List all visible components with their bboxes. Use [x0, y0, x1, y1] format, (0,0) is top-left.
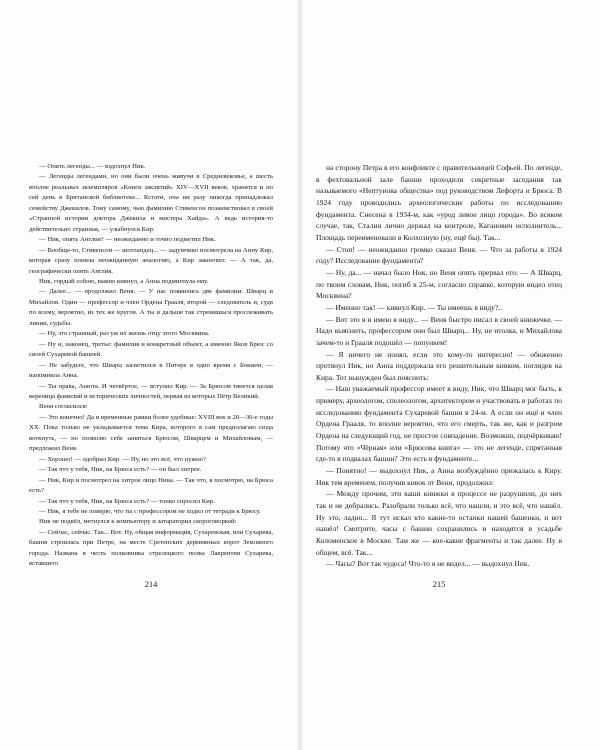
paragraph: — Сейчас, сейчас. Так... Вот. Ну, общая информация, Сухаревская, или Сухарева, башня строилась при Петре, на месте Сретенских деревянных ворот Земляного города. Названа в честь полковника стрелецкого полка Лаврентия Сухарева, вставшего — [29, 528, 273, 568]
paragraph: — Так что у тебя, Ник, на Брюса есть? — тонко спросил Кир. — [39, 497, 215, 505]
paragraph: — Не забудьте, что Шварц засветился в Питере в одно время с Бокием, — напомнила Анна. — [29, 361, 273, 380]
paragraph: — Именно так! — кивнул Кир. — Ты имеешь в виду?.. — [326, 302, 502, 312]
paragraph: — Между прочим, эти ваши книжки в процессе не разрушили, до них так и не добрались. Разобрали только всё, что нашли, и это всё, что нашёл. Ну это, ладно... Я тут искал кто какие-то останки нашей башенки, и вот нашёл! Смотрите, часы с башни сохранились и находятся в усадьбе Коломенское в Москве. Там же — кое-какие фрагменты и так далее. Ну в общем, всё. Так... — [316, 489, 562, 557]
paragraph: — Часы? Вот так чудеса! Что-то я не видел... — выдохнул Ник. — [326, 559, 530, 569]
paragraph: — Легенды легендами, но они были очень живучи в Средневековье, а шесть вполне реальных экземпляров «Книги заклятий» XIV—XVII веков, хранятся и по сей день в Британской библиотеке... Кстати, она ни разу никогда принадлежал семейству Джекилов. Тому самому, чью фамилию Стивенсон позаимствовал в своей «Странной истории доктора Джекила и мистера Хайда». А ведь история-то действительно странная, — улыбнулся Кир. — [29, 173, 273, 233]
paragraph: — Ник, Кир и посмотрел на хитрое лицо Ника. — Так что, я посмотрю, на Брюса есть? — [29, 476, 273, 495]
right-page — [300, 0, 600, 750]
paragraph: — Ну, это странный, раз уж их жизнь отцу этого Москвина. — [39, 330, 210, 338]
paragraph: — Вот это я и имею в виду... — Веня быстро писал в своей книжечке. — Надо выяснить, профессором они был Шварц... Ну, не итолка, и Михайлова зачем-то и Грааля подошёл — попункем! — [316, 314, 562, 347]
paragraph: Ник не подвёл, метнулся к компьютеру и затараторил скороговоркой: — [39, 518, 237, 526]
paragraph: — Ты права, Анюта. И четвёртое, — вступил Кир. — За Брюсом тянется целая вереница фамилий и исторических личностей, первая из которых Пётр Великий. — [29, 382, 273, 400]
paragraph: — Ну и, наконец, третье: фамилия и конкретный объект, а именно Яков Брюс со своей Сухаревой башней. — [29, 340, 273, 359]
paragraph: — Хорошо! — одобрил Кир. — Ну, но это всё, что нужно? — [39, 455, 206, 463]
paragraph: — Ну, да... — начал было Ник, но Веня опять прервал его: — А Шварц, по твоим словам, Ник, погиб в 25-м, согласно справке, которую видел отец Москвина? — [316, 267, 562, 301]
page-number-left: 214 — [144, 579, 158, 589]
paragraph: — Ник, опять Англия? — неожиданно и точно подметил Ник. — [39, 236, 216, 244]
paragraph: Ник, гордый собою, важно кивнул, а Анна подмигнула ему. — [39, 277, 209, 285]
paragraph: Веня согласился: — [39, 403, 88, 411]
paragraph: — Я ничего не понял, если это кому-то интересно! — обиженно протянул Ник, но Анна поддержала его решительным кивком, поглядев на Кира. Тот вынужден был пояснить: — [316, 349, 562, 382]
paragraph: — Это конечно! Да и временные рамки более удобные: XVIII век и 20—30-е годы XX. Пока только не укладывается тема Кира, которого я сам предполагаю сюда воткнуть, — но позволю себе заняться Брюсом, Шварцем и Михайловым, — предложил Веня. — [29, 413, 273, 453]
right-page-text — [316, 162, 562, 570]
left-page-text — [29, 162, 273, 570]
page-number-right: 215 — [432, 579, 446, 589]
paragraph: — Опять легенды... — вздохнул Ник. — [39, 163, 146, 170]
paragraph: — Ник, я тебе не поверю, что ты с профессором не ходил от тетради к Брюсу. — [39, 507, 261, 515]
paragraph: — Так что у тебя, Ник, на Брюса есть? — он был хитрее. — [39, 466, 202, 474]
paragraph: на сторону Петра в его конфликте с правительницей Софьей. По легенде, в фехтовальной зале башни проходили секретные заседания так называемого «Нептунова общества» под руководством Лефорта и Брюса. В 1924 году проводились археологические работы по исследованию фундамента. Снесена в 1934-м, как «урод ливое лицо города». Во всяком случае, так, Сталин лично держал на контроле, Каганович исполнитель... Площадь переименовали в Колхозную (ну, ещё бы). Так... — [316, 163, 562, 242]
paragraph: — Вообще-то, Стивенсон — шотландец... — задумчиво посмотрела на Анну Кир, которая сразу поняла неожиданную аналогию, а Кир закончил: — А так, да, географически опять Англия. — [29, 246, 273, 275]
book-gutter — [296, 0, 304, 750]
paragraph: — Далее... — продолжил Веня. — У нас появились две фамилии: Шварц и Михайлов. Один — профессор и член Ордена Грааля, второй — следователь и, судя по всему, вероятно, из тех же кругов. А ты и дальше так стремишься прослеживать линии, судьбы. — [29, 288, 273, 327]
paragraph: — Понятно! — выдохнул Ник, а Анна возбуждённо прижалась к Киру. Ник тем временем, получив кивок от Вени, продолжил: — [316, 466, 562, 487]
paragraph: — Наш уважаемый профессор имеет в виду, Ник, что Шварц мог быть, к примеру, археологом, спелеологом, архитектором и участвовать в работах по исследованию фундамента Сухаревой башни в 24-м. А если он ещё и член Ордена Грааля, то вполне вероятно, что его смерть, так же, как и разгром Ордена на следующий год, не простое совпадение. Возможно, подчёркиваю! Потому что «Чёрная» или «Брюсова книга» — это не легенде, спрятанная где-то в подвалах башни? Это есть в фундаменте... — [316, 384, 562, 464]
paragraph: — Стоп! — неожиданно громко сказал Веня. — Что за работы в 1924 году? Исследование фундамента? — [316, 244, 562, 266]
